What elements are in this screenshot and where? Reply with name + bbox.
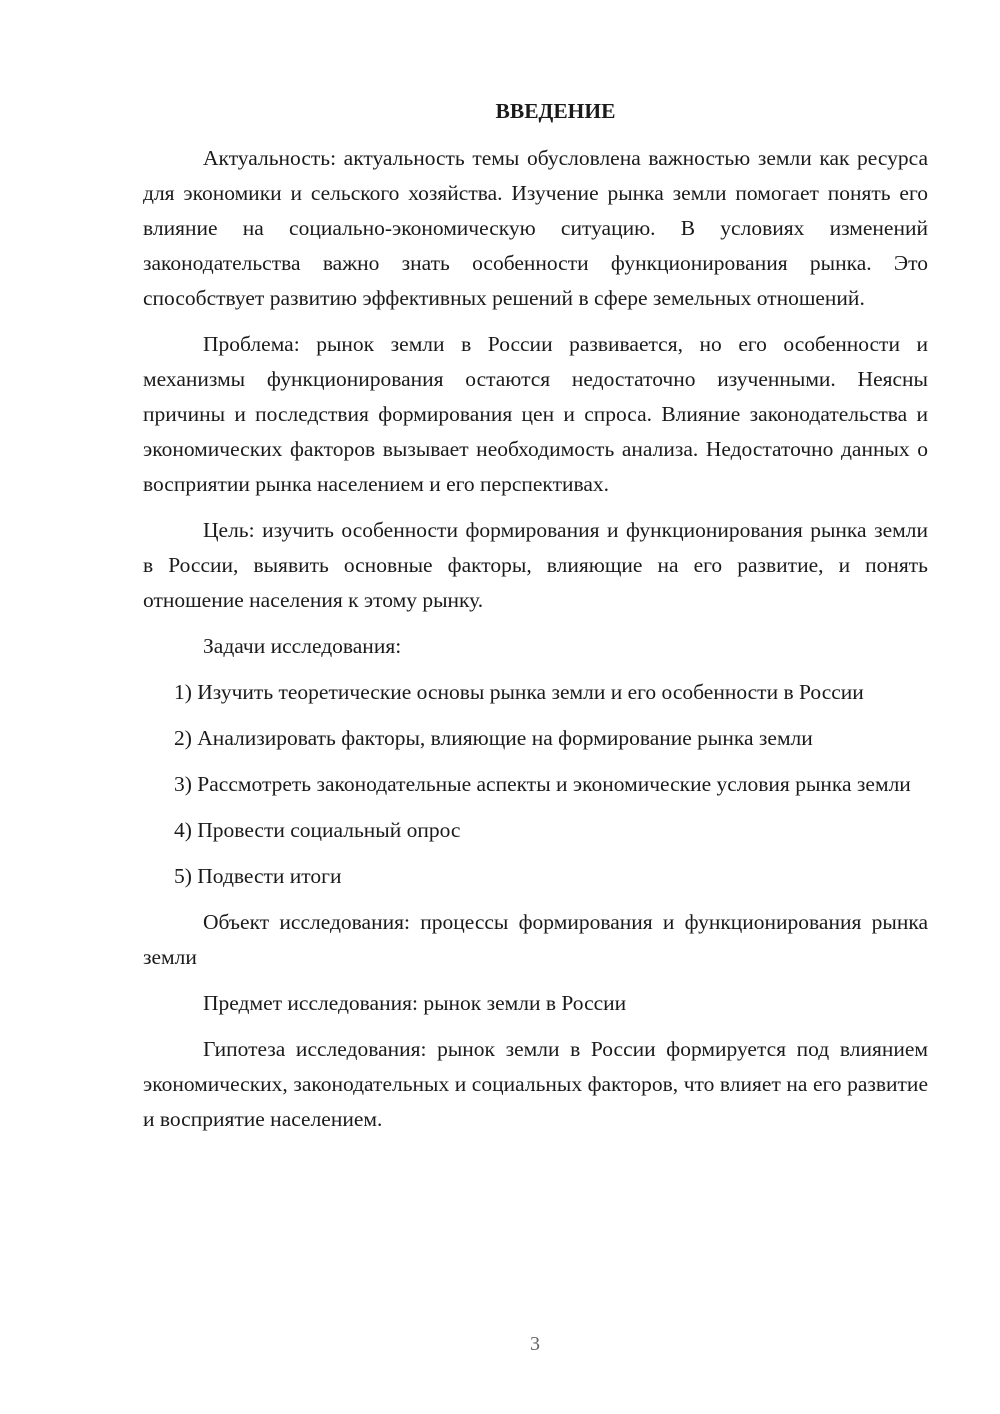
section-title: ВВЕДЕНИЕ	[495, 99, 616, 123]
paragraph-hypothesis: Гипотеза исследования: рынок земли в России формируется под влиянием экономических, законодательных и социальных факторов, что влияет на его развитие и восприятие населением.	[143, 1037, 928, 1131]
paragraph-object: Объект исследования: процессы формирования и функционирования рынка земли	[143, 910, 928, 969]
tasks-heading: Задачи исследования:	[203, 634, 402, 658]
page-content	[143, 94, 928, 1148]
paragraph-problem: Проблема: рынок земли в России развивается, но его особенности и механизмы функционирования остаются недостаточно изученными. Неясны причины и последствия формирования цен и спроса. Влияние законодательства и экономических факторов вызывает необходимость анализа. Недостаточно данных о восприятии рынка населением и его перспективах.	[143, 332, 928, 496]
task-item-4: 4) Провести социальный опрос	[174, 818, 461, 842]
task-item-3: 3) Рассмотреть законодательные аспекты и экономические условия рынка земли	[174, 772, 911, 796]
page-number: 3	[530, 1333, 540, 1355]
task-item-2: 2) Анализировать факторы, влияющие на формирование рынка земли	[174, 726, 813, 750]
paragraph-goal: Цель: изучить особенности формирования и функционирования рынка земли в России, выявить основные факторы, влияющие на его развитие, и понять отношение населения к этому рынку.	[143, 518, 928, 612]
task-item-5: 5) Подвести итоги	[174, 864, 342, 888]
task-item-1: 1) Изучить теоретические основы рынка земли и его особенности в России	[174, 680, 864, 704]
paragraph-subject: Предмет исследования: рынок земли в России	[203, 991, 627, 1015]
paragraph-relevance: Актуальность: актуальность темы обусловлена важностью земли как ресурса для экономики и сельского хозяйства. Изучение рынка земли помогает понять его влияние на социально-экономическую ситуацию. В условиях изменений законодательства важно знать особенности функционирования рынка. Это способствует развитию эффективных решений в сфере земельных отношений.	[143, 146, 928, 310]
